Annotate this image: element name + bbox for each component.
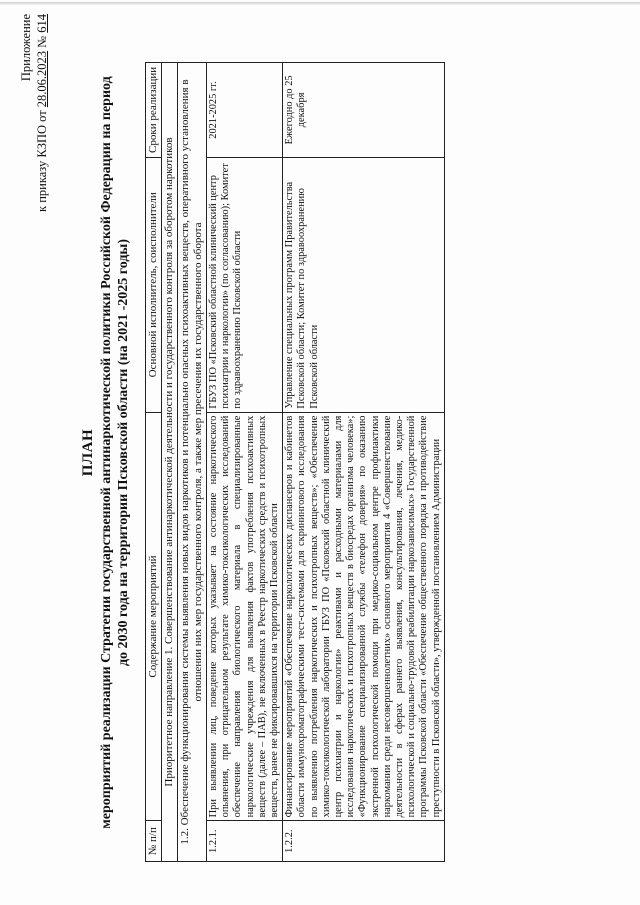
appendix-order-line (34, 14, 50, 212)
appendix-label: Приложение (19, 14, 33, 82)
plan-table (145, 62, 445, 862)
header-executor: Основной исполнитель, соисполнители (146, 157, 162, 412)
header-num: № п/п (146, 821, 162, 862)
appendix-order-date: 28.06.2023 (35, 50, 49, 108)
table-row (283, 63, 445, 862)
title-line-2: мероприятий реализации Стратегии государственной антинаркотической политики Российской Федерации на период (99, 76, 114, 829)
row-content: Финансирование мероприятий «Обеспечение наркологических диспансеров и кабинетов области иммунохроматографическими тест-системами для скринингового исследования по выявлению потребления наркотических и психотропных веществ»; «Обеспечение химико-токсикологической лаборатории ГБУЗ ПО «Псковский областной клинический центр психиатрии и наркологии» реактивами и расходными материалами для исследования наркотических и психотропных веществ в биосредах организма человека»; «Функционирование специализированной службы «телефон доверия» по оказанию экстренной психологической помощи при медико-социальном центре профилактики наркомании среди несовершеннолетних» основного мероприятия 4 «Совершенствование деятельности в сферах раннего выявления, консультирования, лечения, медико-психологической и социально-трудовой реабилитации наркозависимых» Государственной программы Псковской области «Обеспечение общественного порядка и противодействие преступности в Псковской области», утвержденной постановлением Администрации (283, 412, 445, 821)
title-plan: ПЛАН (80, 428, 96, 477)
row-term: Ежегодно до 25 декабря (283, 63, 445, 158)
appendix-order-prefix: к приказу КЗПО от (35, 110, 49, 212)
appendix-order-num-label: № (35, 35, 49, 48)
table-row (207, 63, 283, 862)
section-text: 1.2. Обеспечение функционирования системы выявления новых видов наркотиков и потенциально опасных психоактивных веществ, оперативного установления в отношении них мер государственного контроля, а также мер пресечения их государственного оборота (178, 63, 207, 862)
table-header-row (146, 63, 162, 862)
header-term: Сроки реализации (146, 63, 162, 158)
row-term: 2021-2025 гг. (207, 63, 283, 158)
priority-text: Приоритетное направление 1. Совершенствование антинаркотической деятельности и государственного контроля за оборотом наркотиков (162, 63, 178, 862)
priority-row (162, 63, 178, 862)
title-line-3: до 2030 года на территории Псковской области (на 2021 -2025 годы) (116, 238, 131, 667)
appendix-header (18, 14, 50, 212)
appendix-order-number: 614 (35, 14, 49, 33)
row-num: 1.2.1. (207, 821, 283, 862)
header-content: Содержание мероприятий (146, 412, 162, 821)
row-num: 1.2.2. (283, 821, 445, 862)
row-executor: ГБУЗ ПО «Псковский областной клинический центр психиатрии и наркологии» (по согласованию); Комитет по здравоохранению Псковской области (207, 157, 283, 412)
section-row (178, 63, 207, 862)
row-content: При выявлении лиц, поведение которых указывает на состояние наркотического опьянения, при отрицательном результате химико-токсикологических исследований обеспечение направления биологического материала в специализированные наркологические учреждения для выявления фактов употребления психоактивных веществ (далее – ПАВ), не включенных в Реестр наркотических средств и психотропных веществ, ранее не фиксировавшихся на территории Псковской области (207, 412, 283, 821)
scan-edge-shadow (0, 2, 640, 5)
document-title (80, 40, 132, 865)
row-executor: Управление специальных программ Правительства Псковской области; Комитет по здравоохранению Псковской области (283, 157, 445, 412)
